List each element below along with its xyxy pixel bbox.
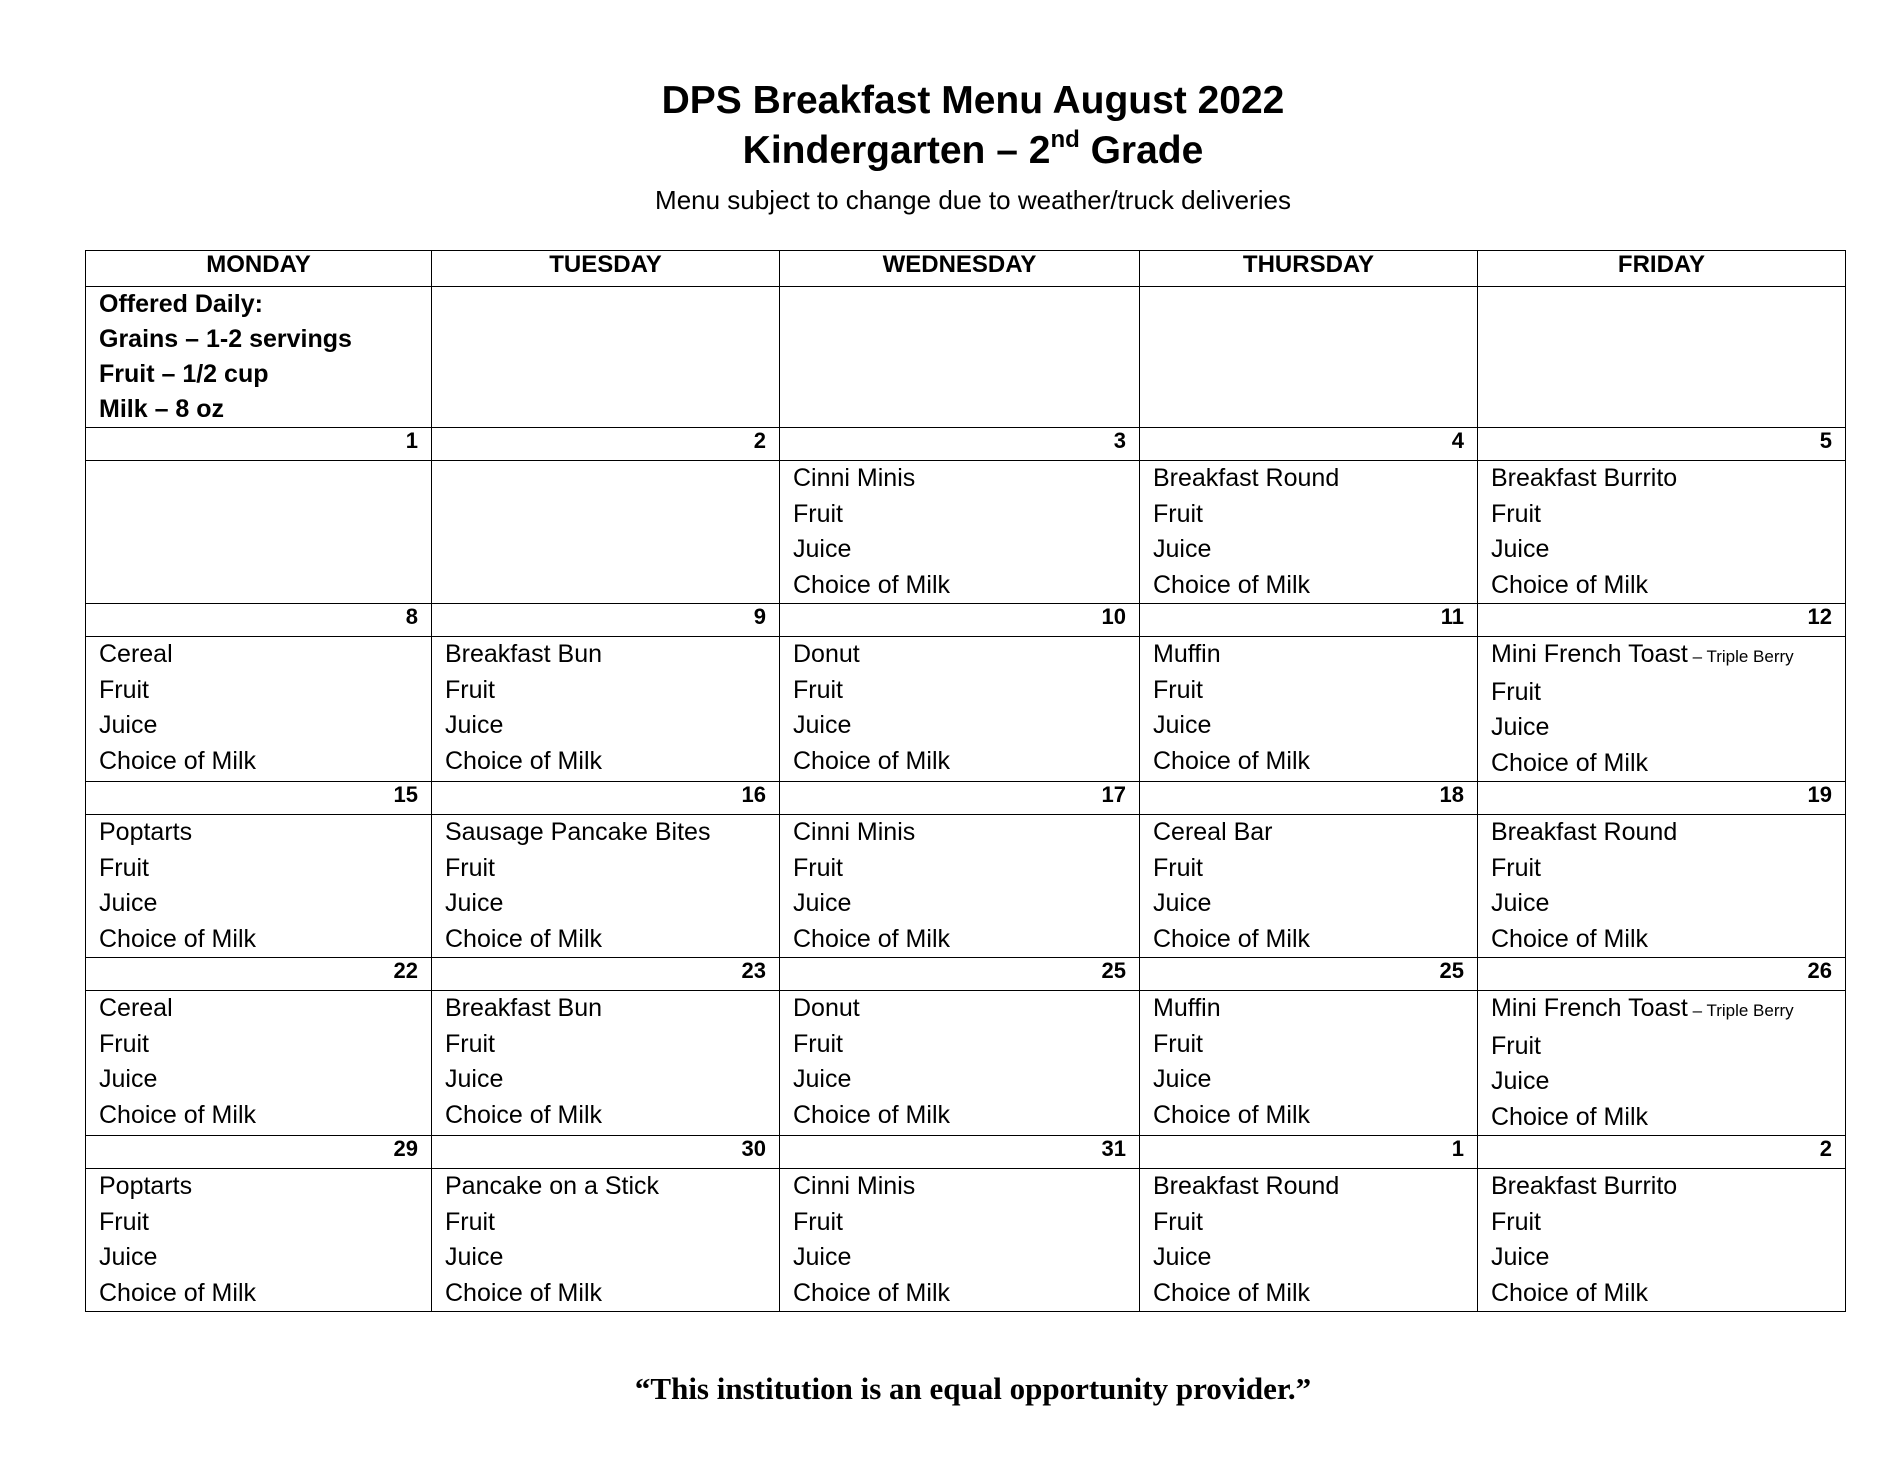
offered-daily-cell xyxy=(86,287,432,428)
main-item-label: Muffin xyxy=(1153,640,1221,668)
day-header-thursday: THURSDAY xyxy=(1140,251,1478,287)
side-item: Choice of Milk xyxy=(99,1100,256,1129)
date-number: 1 xyxy=(86,428,432,461)
side-item: Fruit xyxy=(1153,499,1203,528)
side-item: Juice xyxy=(793,711,852,739)
date-row xyxy=(86,958,1846,991)
menu-cell xyxy=(86,815,432,958)
side-item: Choice of Milk xyxy=(99,1278,256,1307)
menu-cell xyxy=(432,991,780,1136)
side-item: Fruit xyxy=(1491,1207,1541,1236)
side-item: Choice of Milk xyxy=(1153,570,1310,599)
menu-cell xyxy=(1140,815,1478,958)
date-number: 11 xyxy=(1140,604,1478,637)
menu-cell xyxy=(780,461,1140,604)
date-row xyxy=(86,1136,1846,1169)
day-header-wednesday: WEDNESDAY xyxy=(780,251,1140,287)
date-number: 19 xyxy=(1478,782,1846,815)
date-number: 31 xyxy=(780,1136,1140,1169)
menu-cell xyxy=(86,991,432,1136)
side-item: Fruit xyxy=(793,1029,843,1058)
ordinal-suffix: nd xyxy=(1050,126,1080,153)
side-item: Choice of Milk xyxy=(793,570,950,599)
main-item xyxy=(1153,991,1464,1027)
equal-opportunity-statement: “This institution is an equal opportunity provider.” xyxy=(634,1371,1312,1406)
menu-cell xyxy=(1478,637,1846,782)
date-number: 5 xyxy=(1478,428,1846,461)
main-item-label: Donut xyxy=(793,640,860,668)
main-item-label: Cereal xyxy=(99,994,173,1022)
menu-cell xyxy=(432,637,780,782)
menu-row xyxy=(86,991,1846,1136)
main-item xyxy=(1491,1169,1832,1205)
side-item: Juice xyxy=(99,889,158,917)
side-item: Juice xyxy=(99,1243,158,1271)
grade-range-title xyxy=(0,126,1900,176)
main-item xyxy=(99,1169,418,1205)
menu-cell xyxy=(432,815,780,958)
offered-daily-milk: Milk – 8 oz xyxy=(99,395,225,423)
side-item: Juice xyxy=(445,1065,504,1093)
side-item: Fruit xyxy=(1491,1031,1541,1060)
main-item xyxy=(445,991,766,1027)
side-item: Fruit xyxy=(1153,853,1203,882)
menu-cell xyxy=(1140,1169,1478,1312)
side-item: Juice xyxy=(793,535,852,563)
main-item xyxy=(99,637,418,673)
date-number: 9 xyxy=(432,604,780,637)
side-item: Juice xyxy=(793,1243,852,1271)
side-item: Juice xyxy=(1153,535,1212,563)
side-item: Fruit xyxy=(445,1207,495,1236)
side-item: Juice xyxy=(99,711,158,739)
menu-cell xyxy=(780,815,1140,958)
side-item: Choice of Milk xyxy=(445,1278,602,1307)
date-number: 18 xyxy=(1140,782,1478,815)
side-item: Choice of Milk xyxy=(1491,570,1648,599)
main-item-label: Cinni Minis xyxy=(793,464,916,492)
side-item: Choice of Milk xyxy=(99,746,256,775)
side-item: Choice of Milk xyxy=(445,924,602,953)
side-item: Juice xyxy=(793,889,852,917)
menu-cell xyxy=(86,1169,432,1312)
date-number: 4 xyxy=(1140,428,1478,461)
main-item xyxy=(445,815,766,851)
date-number: 16 xyxy=(432,782,780,815)
side-item: Juice xyxy=(1491,889,1550,917)
main-item-label: Breakfast Bun xyxy=(445,994,603,1022)
side-item: Fruit xyxy=(793,853,843,882)
menu-header xyxy=(0,76,1900,216)
side-item: Juice xyxy=(1491,535,1550,563)
main-item-label: Breakfast Round xyxy=(1153,464,1340,492)
main-item xyxy=(99,991,418,1027)
side-item: Choice of Milk xyxy=(793,1278,950,1307)
main-item xyxy=(1153,637,1464,673)
menu-cell xyxy=(780,991,1140,1136)
date-row xyxy=(86,428,1846,461)
main-item xyxy=(1153,815,1464,851)
main-item xyxy=(1491,991,1832,1029)
side-item: Choice of Milk xyxy=(793,1100,950,1129)
menu-row xyxy=(86,815,1846,958)
side-item: Fruit xyxy=(793,1207,843,1236)
menu-cell xyxy=(1140,637,1478,782)
empty-cell xyxy=(432,287,780,428)
menu-cell xyxy=(1478,991,1846,1136)
menu-row xyxy=(86,461,1846,604)
side-item: Fruit xyxy=(793,499,843,528)
main-item-label: Cinni Minis xyxy=(793,1172,916,1200)
side-item: Juice xyxy=(793,1065,852,1093)
date-number: 22 xyxy=(86,958,432,991)
menu-row xyxy=(86,1169,1846,1312)
side-item: Choice of Milk xyxy=(1153,1278,1310,1307)
date-number: 1 xyxy=(1140,1136,1478,1169)
menu-cell xyxy=(780,637,1140,782)
day-header-tuesday: TUESDAY xyxy=(432,251,780,287)
side-item: Fruit xyxy=(99,1207,149,1236)
title-line-2-prefix: Kindergarten – 2 xyxy=(742,129,1051,172)
menu-cell xyxy=(1140,461,1478,604)
side-item: Juice xyxy=(1153,711,1212,739)
offered-daily-grains: Grains – 1-2 servings xyxy=(99,325,352,353)
side-item: Fruit xyxy=(1153,675,1203,704)
main-item xyxy=(1491,637,1832,675)
main-item-label: Muffin xyxy=(1153,994,1221,1022)
date-number: 25 xyxy=(780,958,1140,991)
side-item: Choice of Milk xyxy=(445,746,602,775)
side-item: Choice of Milk xyxy=(1153,746,1310,775)
empty-cell xyxy=(780,287,1140,428)
menu-title xyxy=(0,76,1900,126)
day-header-friday: FRIDAY xyxy=(1478,251,1846,287)
date-number: 2 xyxy=(432,428,780,461)
main-item xyxy=(445,1169,766,1205)
date-number: 29 xyxy=(86,1136,432,1169)
side-item: Choice of Milk xyxy=(1491,1102,1648,1131)
item-note: – Triple Berry xyxy=(1687,1001,1794,1020)
side-item: Juice xyxy=(1153,1243,1212,1271)
main-item-label: Donut xyxy=(793,994,860,1022)
side-item: Fruit xyxy=(99,1029,149,1058)
side-item: Fruit xyxy=(1491,677,1541,706)
main-item xyxy=(1491,461,1832,497)
side-item: Juice xyxy=(1491,1067,1550,1095)
menu-cell xyxy=(1140,991,1478,1136)
side-item: Choice of Milk xyxy=(1153,1100,1310,1129)
date-number: 3 xyxy=(780,428,1140,461)
side-item: Choice of Milk xyxy=(1491,924,1648,953)
menu-cell xyxy=(86,461,432,604)
date-number: 8 xyxy=(86,604,432,637)
main-item xyxy=(1153,1169,1464,1205)
side-item: Juice xyxy=(1153,889,1212,917)
date-number: 25 xyxy=(1140,958,1478,991)
side-item: Juice xyxy=(1491,1243,1550,1271)
main-item-label: Poptarts xyxy=(99,1172,193,1200)
item-note: – Triple Berry xyxy=(1687,647,1794,666)
side-item: Juice xyxy=(99,1065,158,1093)
menu-cell xyxy=(86,637,432,782)
side-item: Juice xyxy=(1153,1065,1212,1093)
offered-daily-fruit: Fruit – 1/2 cup xyxy=(99,360,269,388)
main-item xyxy=(793,1169,1126,1205)
date-number: 26 xyxy=(1478,958,1846,991)
main-item-label: Breakfast Burrito xyxy=(1491,1172,1678,1200)
main-item xyxy=(1153,461,1464,497)
side-item: Fruit xyxy=(1491,853,1541,882)
main-item xyxy=(793,815,1126,851)
side-item: Fruit xyxy=(1153,1029,1203,1058)
main-item-label: Pancake on a Stick xyxy=(445,1172,660,1200)
title-line-1: DPS Breakfast Menu August 2022 xyxy=(661,79,1285,122)
side-item: Fruit xyxy=(1153,1207,1203,1236)
side-item: Fruit xyxy=(99,853,149,882)
main-item-label: Cereal Bar xyxy=(1153,818,1273,846)
side-item: Choice of Milk xyxy=(793,924,950,953)
main-item-label: Cereal xyxy=(99,640,173,668)
side-item: Choice of Milk xyxy=(99,924,256,953)
menu-cell xyxy=(1478,815,1846,958)
menu-subtitle: Menu subject to change due to weather/truck deliveries xyxy=(655,185,1291,215)
empty-cell xyxy=(1140,287,1478,428)
side-item: Choice of Milk xyxy=(445,1100,602,1129)
main-item xyxy=(1491,815,1832,851)
day-header-monday: MONDAY xyxy=(86,251,432,287)
offered-daily-row xyxy=(86,287,1846,428)
side-item: Juice xyxy=(445,711,504,739)
main-item-label: Breakfast Round xyxy=(1491,818,1678,846)
main-item xyxy=(793,637,1126,673)
side-item: Choice of Milk xyxy=(1491,748,1648,777)
main-item-label: Sausage Pancake Bites xyxy=(445,818,711,846)
main-item xyxy=(793,461,1126,497)
side-item: Juice xyxy=(445,1243,504,1271)
offered-daily-heading: Offered Daily: xyxy=(99,290,263,318)
weekday-header-row xyxy=(86,251,1846,287)
main-item xyxy=(445,637,766,673)
main-item-label: Poptarts xyxy=(99,818,193,846)
side-item: Juice xyxy=(445,889,504,917)
main-item xyxy=(793,991,1126,1027)
main-item-label: Breakfast Burrito xyxy=(1491,464,1678,492)
date-number: 10 xyxy=(780,604,1140,637)
menu-cell xyxy=(432,1169,780,1312)
date-number: 2 xyxy=(1478,1136,1846,1169)
menu-cell xyxy=(780,1169,1140,1312)
main-item-label: Breakfast Bun xyxy=(445,640,603,668)
date-row xyxy=(86,782,1846,815)
main-item xyxy=(99,815,418,851)
date-number: 15 xyxy=(86,782,432,815)
side-item: Fruit xyxy=(793,675,843,704)
menu-calendar-table xyxy=(85,250,1846,1312)
side-item: Choice of Milk xyxy=(1153,924,1310,953)
side-item: Fruit xyxy=(1491,499,1541,528)
side-item: Fruit xyxy=(99,675,149,704)
title-line-2-suffix: Grade xyxy=(1079,129,1204,172)
menu-row xyxy=(86,637,1846,782)
main-item-label: Mini French Toast xyxy=(1491,640,1688,668)
main-item-label: Mini French Toast xyxy=(1491,994,1688,1022)
menu-cell xyxy=(432,461,780,604)
date-row xyxy=(86,604,1846,637)
date-number: 12 xyxy=(1478,604,1846,637)
empty-cell xyxy=(1478,287,1846,428)
menu-cell xyxy=(1478,1169,1846,1312)
side-item: Choice of Milk xyxy=(793,746,950,775)
side-item: Fruit xyxy=(445,853,495,882)
side-item: Fruit xyxy=(445,675,495,704)
side-item: Fruit xyxy=(445,1029,495,1058)
date-number: 30 xyxy=(432,1136,780,1169)
menu-cell xyxy=(1478,461,1846,604)
side-item: Juice xyxy=(1491,713,1550,741)
main-item-label: Cinni Minis xyxy=(793,818,916,846)
main-item-label: Breakfast Round xyxy=(1153,1172,1340,1200)
date-number: 17 xyxy=(780,782,1140,815)
side-item: Choice of Milk xyxy=(1491,1278,1648,1307)
date-number: 23 xyxy=(432,958,780,991)
